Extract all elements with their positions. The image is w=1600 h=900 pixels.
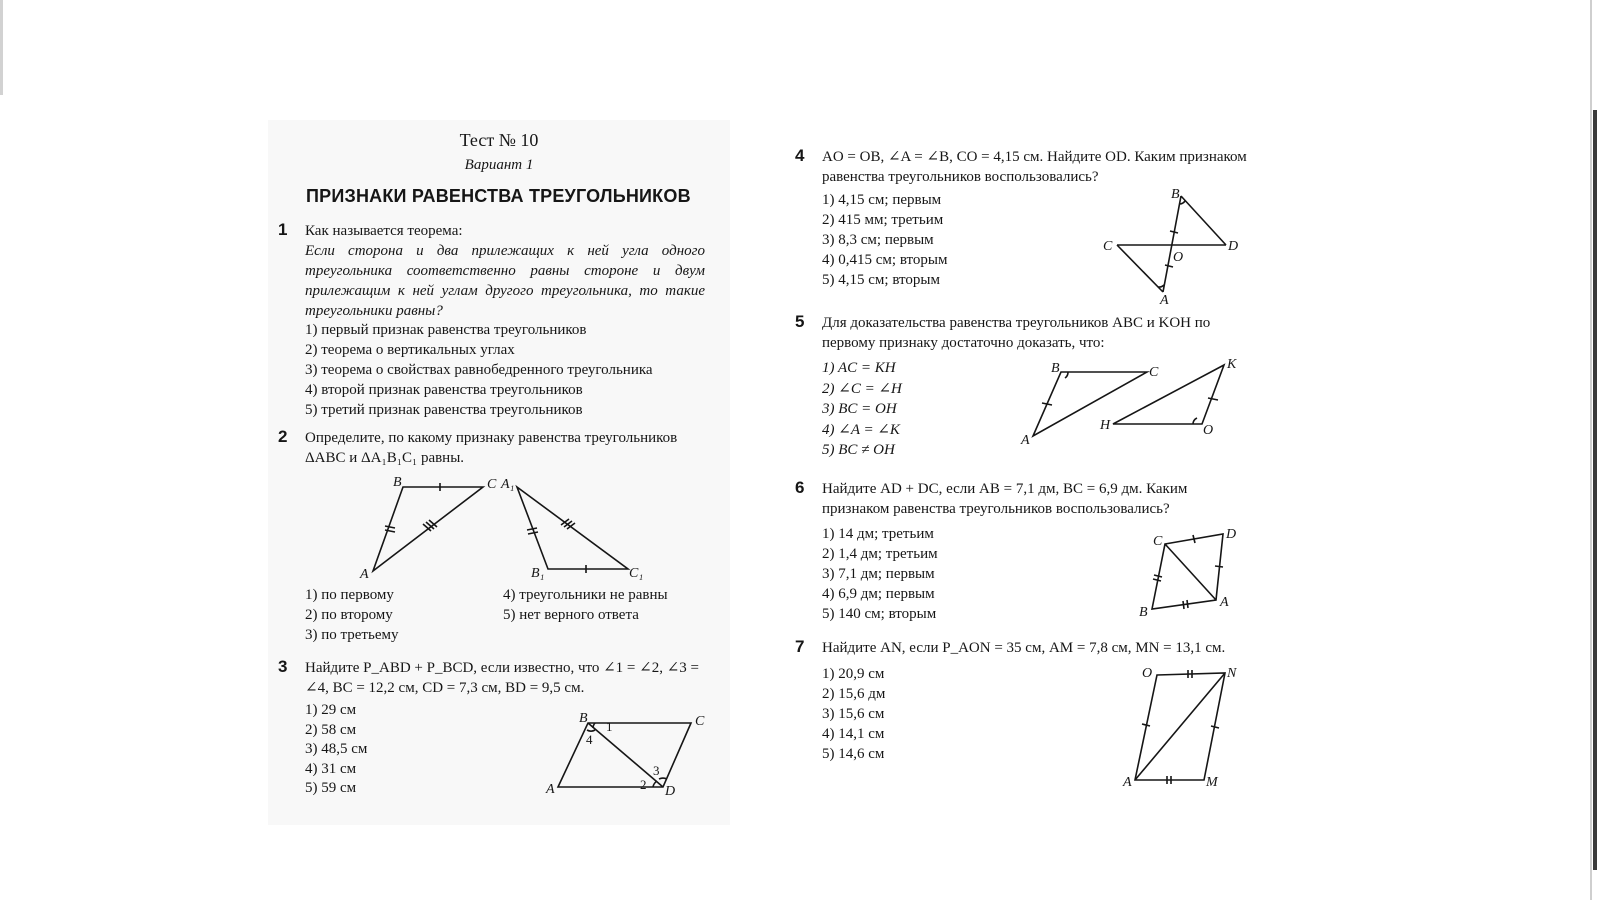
option-3[interactable]: 3) 48,5 см [305, 741, 368, 757]
point-label: B [1139, 605, 1148, 620]
option-5[interactable]: 5) нет верного ответа [503, 607, 639, 623]
segment-ba [1163, 196, 1184, 292]
tick-mark [528, 532, 538, 534]
option-3[interactable]: 3) 15,6 см [822, 706, 885, 722]
angle-arc [653, 781, 657, 787]
tick-mark [1154, 575, 1162, 577]
option-4[interactable]: 4) второй признак равенства треугольников [305, 382, 583, 398]
point-label: N [1227, 666, 1237, 681]
point-label: D [1226, 527, 1237, 542]
option-4[interactable]: 4) 31 см [305, 760, 357, 777]
tick-mark [527, 528, 537, 530]
tick-mark [1183, 601, 1184, 609]
question-number: 7 [795, 637, 805, 656]
tick-mark [1187, 600, 1188, 608]
point-label: B [579, 711, 588, 726]
variant-label: Вариант 1 [464, 157, 534, 173]
answer-options [822, 664, 885, 764]
option-2[interactable]: 2) 1,4 дм; третьим [822, 546, 938, 562]
point-label: D [665, 784, 676, 799]
option-4[interactable]: 4) 6,9 дм; первым [822, 586, 935, 602]
point-label: C [1153, 534, 1163, 549]
test-title: Тест № 10 [459, 130, 539, 150]
option-2[interactable]: 2) по второму [305, 607, 393, 623]
right-page [795, 120, 1280, 825]
option-4[interactable]: 4) ∠A = ∠K [822, 421, 900, 438]
diagonal-ca [1165, 544, 1216, 600]
angle-arc [1193, 418, 1197, 424]
option-5[interactable]: 5) 14,6 см [822, 746, 885, 762]
tick-mark [1142, 724, 1150, 726]
point-label: O [1142, 666, 1153, 681]
option-5[interactable]: 5) BC ≠ OH [822, 442, 895, 458]
angle-label: 1 [606, 719, 613, 734]
option-2[interactable]: 2) ∠C = ∠H [822, 380, 902, 397]
point-label: B [393, 475, 402, 490]
answer-options [822, 358, 902, 461]
point-label: C [1103, 239, 1113, 254]
segment-bd [1181, 196, 1226, 245]
question-text: Найдите AD + DC, если AB = 7,1 дм, BC = 6,9 дм. Каким признаком равенства треугольников воспользовались? [822, 481, 1188, 517]
option-3[interactable]: 3) по третьему [305, 627, 399, 643]
question-number: 6 [795, 478, 805, 497]
tick-mark [1042, 403, 1052, 405]
point-label: A [1220, 595, 1229, 610]
q3-parallelogram-figure [543, 711, 713, 799]
option-5[interactable]: 5) 4,15 см; вторым [822, 272, 940, 288]
answer-options-right [503, 585, 668, 625]
question-number: 2 [278, 427, 288, 446]
point-label: M [1206, 775, 1218, 790]
tick-mark [1193, 535, 1195, 543]
tick-mark [1170, 231, 1178, 233]
option-5[interactable]: 5) 59 см [305, 780, 357, 796]
option-5[interactable]: 5) третий признак равенства треугольников [305, 402, 583, 418]
option-1[interactable]: 1) 29 см [305, 702, 357, 718]
diagonal-bd [588, 723, 663, 787]
option-2[interactable]: 2) теорема о вертикальных углах [305, 342, 515, 358]
quadrilateral-cdab [1152, 534, 1223, 609]
tick-mark [1208, 398, 1218, 400]
point-label: A [360, 567, 369, 582]
question-text: Для доказательства равенства треугольников ABC и KOH по первому признаку достаточно доказать, что: [822, 315, 1211, 351]
option-1[interactable]: 1) 14 дм; третьим [822, 526, 934, 542]
angle-arc [1065, 372, 1068, 378]
angle-label: 4 [586, 732, 593, 747]
point-label: C [1149, 365, 1159, 380]
point-label: O [1203, 423, 1214, 438]
q4-triangles-figure [1103, 184, 1248, 308]
left-page [268, 120, 730, 825]
triangle-koh [1113, 365, 1224, 424]
angle-arc [659, 778, 667, 779]
point-label: C₁ [629, 566, 644, 581]
option-1[interactable]: 1) 20,9 см [822, 666, 885, 682]
point-label: A [1160, 293, 1169, 308]
point-label: B [1051, 361, 1060, 376]
option-4[interactable]: 4) треугольники не равны [503, 587, 668, 603]
q5-triangles-figure [1021, 357, 1251, 450]
option-4[interactable]: 4) 14,1 см [822, 726, 885, 742]
question-text: Найдите AN, если P_AON = 35 см, AM = 7,8 см, MN = 13,1 см. [822, 640, 1226, 656]
theorem-statement: Если сторона и два прилежащих к ней угла одного треугольника соответственно равны стороне и двум прилежащим к ней углам другого треугольника, то такие треугольники равны? [305, 243, 705, 319]
point-label: A₁ [501, 477, 515, 492]
tick-mark [1165, 265, 1173, 267]
section-title: ПРИЗНАКИ РАВЕНСТВА ТРЕУГОЛЬНИКОВ [306, 186, 691, 206]
answer-options [305, 320, 653, 420]
option-1[interactable]: 1) первый признак равенства треугольников [305, 322, 587, 338]
tick-mark [1211, 726, 1219, 728]
question-text: AO = OB, ∠A = ∠B, CO = 4,15 см. Найдите OD. Каким признаком равенства треугольников воспользовались? [822, 149, 1247, 185]
point-label: A [546, 782, 555, 797]
tick-mark [1215, 566, 1223, 567]
question-number: 1 [278, 220, 288, 239]
angle-arc [587, 730, 595, 731]
question-text: Определите, по какому признаку равенства треугольников ΔABC и ΔA₁B₁C₁ равны. [305, 430, 678, 466]
point-label: B₁ [531, 566, 545, 581]
q7-parallelogram-figure [1120, 663, 1245, 788]
question-text: Как называется теорема: [305, 223, 463, 239]
answer-options [822, 524, 938, 624]
tick-mark [385, 526, 395, 528]
segment-ca [1117, 245, 1163, 292]
answer-options [305, 701, 367, 799]
option-3[interactable]: 3) 8,3 см; первым [822, 232, 934, 248]
q6-quadrilateral-figure [1135, 528, 1255, 618]
question-text: Найдите P_ABD + P_BCD, если известно, что ∠1 = ∠2, ∠3 = ∠4, BC = 12,2 см, CD = 7,3 см, BD = 9,5 см. [305, 660, 699, 696]
question-number: 4 [795, 146, 805, 165]
option-1[interactable]: 1) 4,15 см; первым [822, 192, 942, 208]
point-label: A [1021, 433, 1030, 448]
point-label: A [1123, 775, 1132, 790]
window-edge-left [0, 0, 3, 95]
point-label: C [695, 714, 705, 729]
angle-label: 2 [640, 777, 647, 792]
option-4[interactable]: 4) 0,415 см; вторым [822, 252, 948, 268]
point-label: O [1173, 250, 1184, 265]
answer-options-left [305, 585, 398, 645]
question-number: 5 [795, 312, 805, 331]
option-3[interactable]: 3) BC = OH [822, 401, 897, 417]
option-2[interactable]: 2) 415 мм; третьим [822, 212, 944, 228]
point-label: H [1100, 418, 1111, 433]
option-5[interactable]: 5) 140 см; вторым [822, 606, 937, 622]
option-3[interactable]: 3) 7,1 дм; первым [822, 566, 935, 582]
option-3[interactable]: 3) теорема о свойствах равнобедренного треугольника [305, 362, 653, 378]
option-1[interactable]: 1) по первому [305, 587, 394, 603]
point-label: B [1171, 187, 1180, 202]
point-label: C [487, 477, 497, 492]
answer-options [822, 190, 947, 290]
option-2[interactable]: 2) 58 см [305, 721, 357, 738]
angle-arc [1158, 285, 1164, 287]
point-label: K [1227, 357, 1237, 372]
angle-label: 3 [653, 763, 660, 778]
question-number: 3 [278, 657, 288, 676]
scrollbar-track[interactable] [1593, 110, 1597, 870]
q2-triangles-figure [353, 473, 653, 583]
option-2[interactable]: 2) 15,6 дм [822, 686, 886, 702]
tick-mark [1153, 579, 1161, 581]
point-label: D [1228, 239, 1239, 254]
option-1[interactable]: 1) AC = KH [822, 360, 896, 376]
